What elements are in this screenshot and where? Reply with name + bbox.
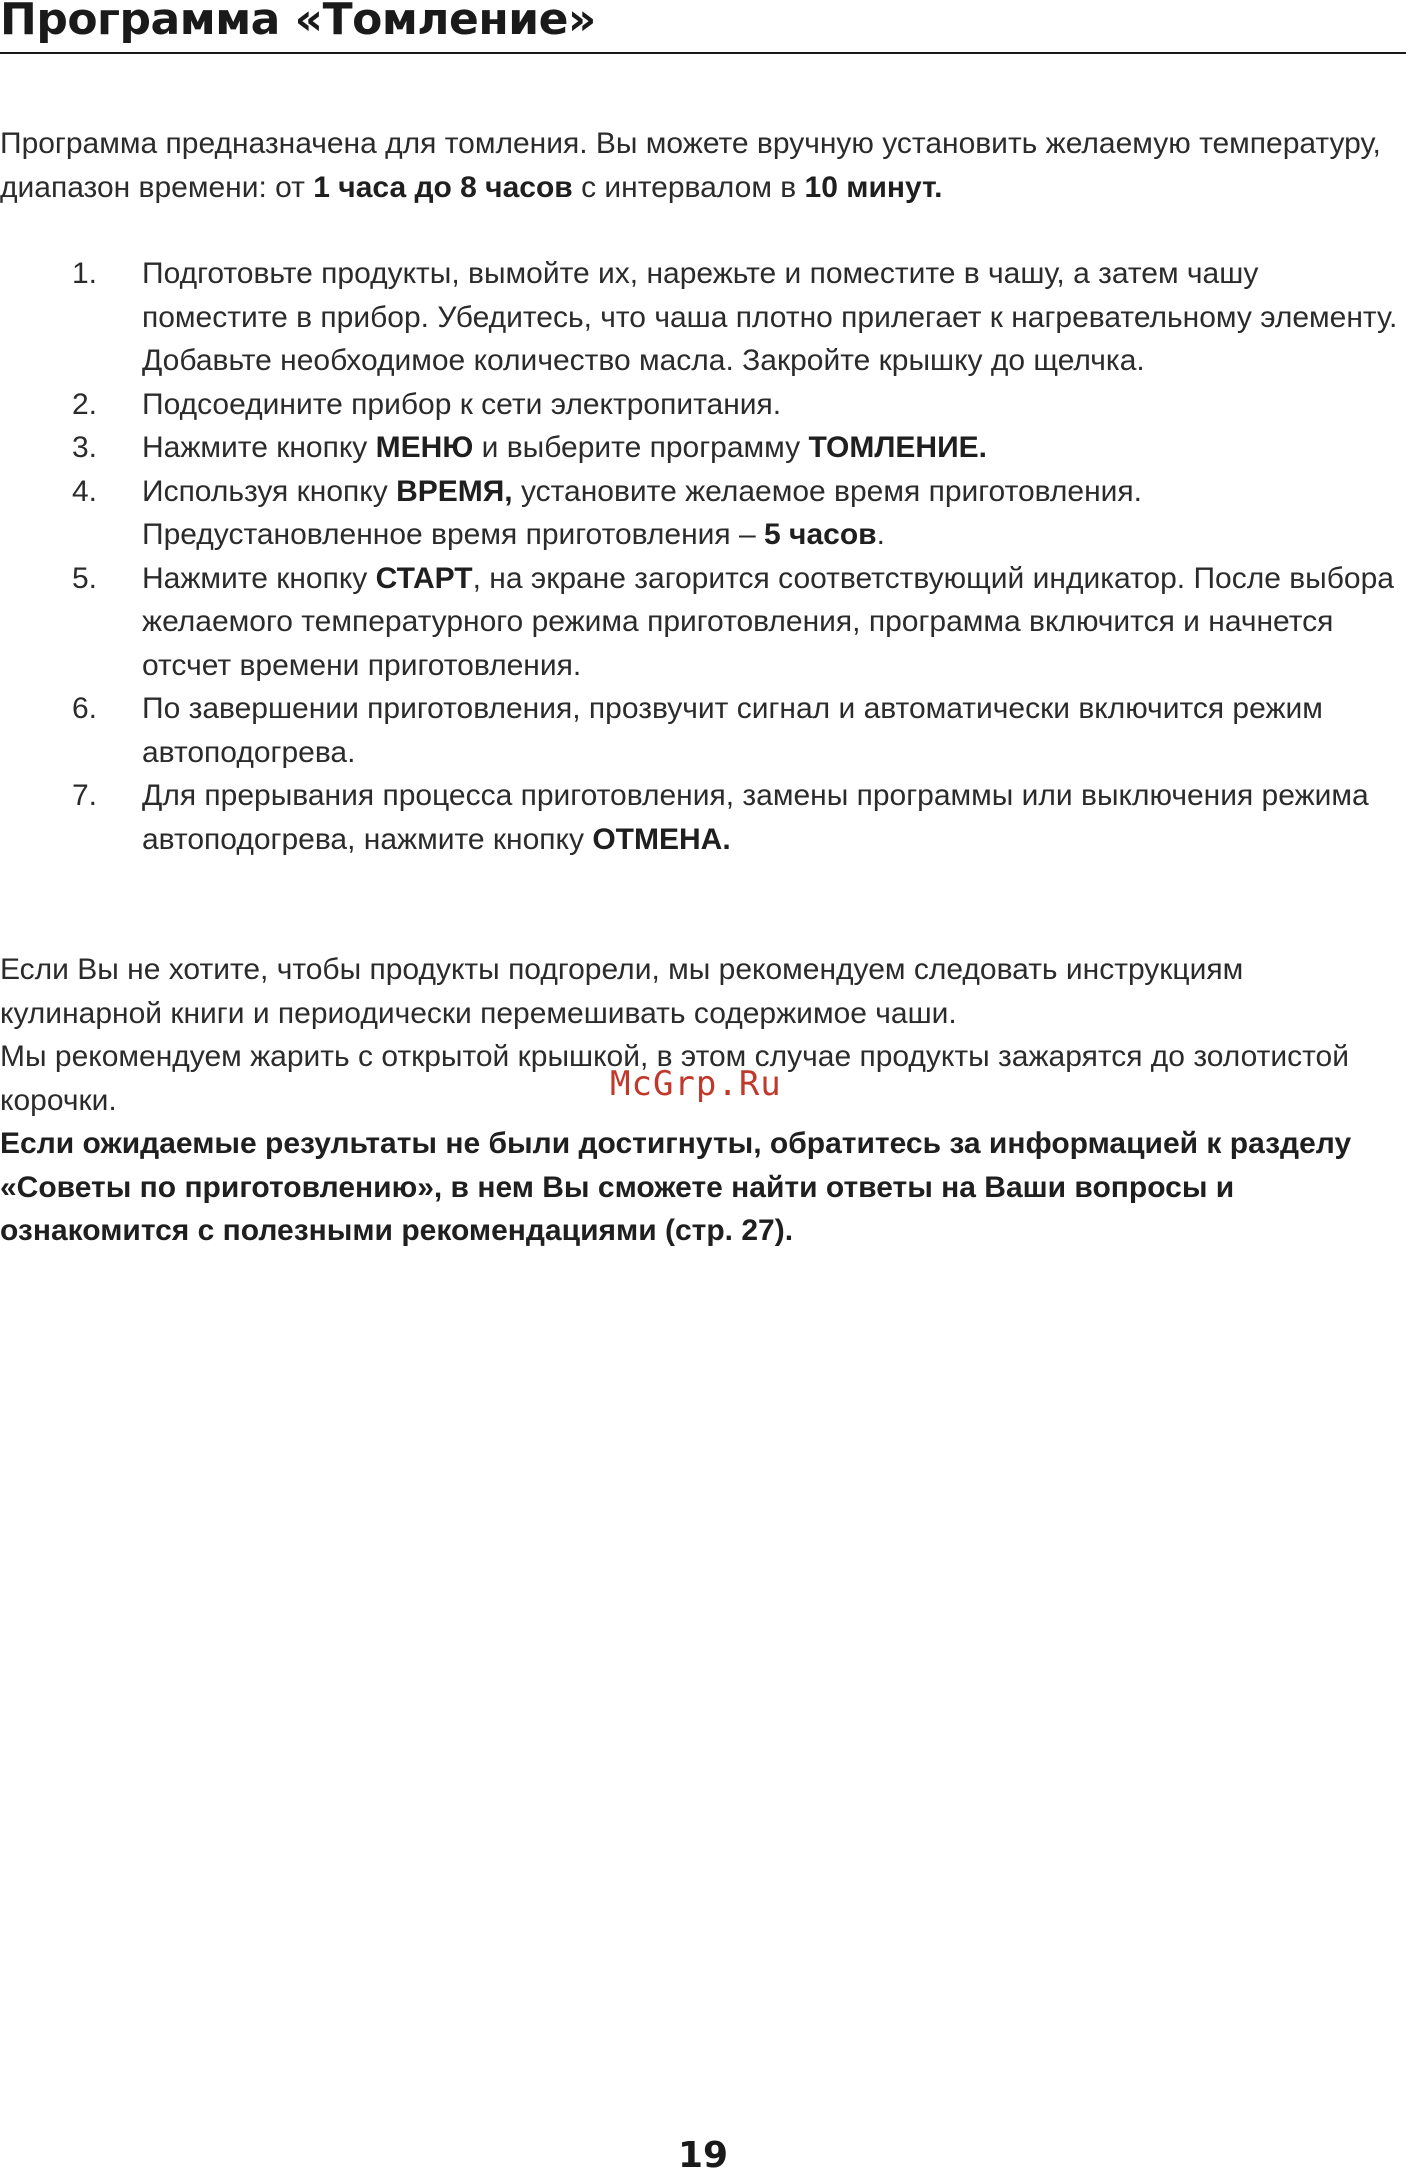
list-item	[0, 774, 1406, 861]
step-text	[142, 557, 1402, 688]
steps-list	[0, 252, 1406, 861]
list-item	[0, 252, 1406, 383]
step-text	[142, 252, 1402, 383]
button-name-time: ВРЕМЯ,	[396, 474, 513, 508]
step-number: 5.	[72, 561, 98, 595]
step-text-part: Подсоедините прибор к сети электропитания.	[142, 387, 782, 421]
step-text-part: и выберите программу	[473, 431, 809, 464]
step-number: 2.	[72, 387, 98, 421]
button-name-menu: МЕНЮ	[375, 431, 474, 464]
intro-text-interval: с интервалом в	[572, 170, 805, 204]
step-text-part: Используя кнопку	[142, 474, 397, 508]
watermark: McGrp.Ru	[610, 1064, 782, 1104]
intro-text: Программа предназначена для томления. Вы можете вручную установить желаемую температуру, диапазон времени: от	[0, 127, 1381, 204]
step-text-part: установите желаемое время приготовления. Предустановленное время приготовления –	[142, 474, 1142, 551]
page-number: 19	[677, 2135, 729, 2176]
step-text	[142, 774, 1402, 861]
step-text	[142, 426, 1402, 470]
list-item	[0, 557, 1406, 688]
list-item	[0, 383, 1406, 427]
button-name-start: СТАРТ	[375, 561, 473, 595]
title-divider	[0, 52, 1406, 54]
default-time-value: 5 часов	[764, 518, 877, 551]
step-text-part: Нажмите кнопку	[142, 431, 376, 464]
step-text-part: По завершении приготовления, прозвучит сигнал и автоматически включится режим автоподогрева.	[142, 692, 1323, 769]
step-number: 7.	[72, 779, 98, 812]
step-number: 1.	[72, 257, 98, 290]
list-item	[0, 426, 1406, 470]
intro-interval-value: 10 минут.	[804, 170, 943, 204]
tip-paragraph: Если Вы не хотите, чтобы продукты подгорели, мы рекомендуем следовать инструкциям кулинарной книги и периодически перемешивать содержимое чаши.	[0, 953, 1244, 1030]
step-text-part: Нажмите кнопку	[142, 561, 376, 595]
page-title: Программа «Томление»	[0, 0, 596, 45]
list-item	[0, 687, 1406, 774]
step-text-part: .	[876, 518, 885, 551]
step-text	[142, 470, 1402, 557]
program-name: ТОМЛЕНИЕ.	[808, 431, 987, 464]
step-text-part: Для прерывания процесса приготовления, замены программы или выключения режима автоподогрева, нажмите кнопку	[142, 779, 1369, 856]
reference-note: Если ожидаемые результаты не были достигнуты, обратитесь за информацией к разделу «Советы по приготовлению», в нем Вы сможете найти ответы на Ваши вопросы и ознакомится с полезными рекомендациями (стр. 27).	[0, 1127, 1352, 1247]
button-name-cancel: ОТМЕНА.	[592, 822, 731, 856]
step-number: 6.	[72, 692, 98, 725]
list-item	[0, 470, 1406, 557]
intro-paragraph	[0, 122, 1400, 209]
step-text-part: , на экране загорится соответствующий индикатор. После выбора желаемого температурного режима приготовления, программа включится и начнется отсчет времени приготовления.	[142, 561, 1394, 682]
step-text	[142, 383, 1402, 427]
intro-time-range: 1 часа до 8 часов	[313, 170, 573, 204]
step-text-part: Подготовьте продукты, вымойте их, нарежьте и поместите в чашу, а затем чашу поместите в прибор. Убедитесь, что чаша плотно прилегает к нагревательному элементу. Добавьте необходимое количество масла. Закройте крышку до щелчка.	[142, 257, 1398, 377]
step-number: 3.	[72, 431, 98, 464]
tip-paragraph: Мы рекомендуем жарить с открытой крышкой, в этом случае продукты зажарятся до золотистой корочки.	[0, 1040, 1349, 1117]
step-number: 4.	[72, 474, 98, 508]
step-text	[142, 687, 1402, 774]
